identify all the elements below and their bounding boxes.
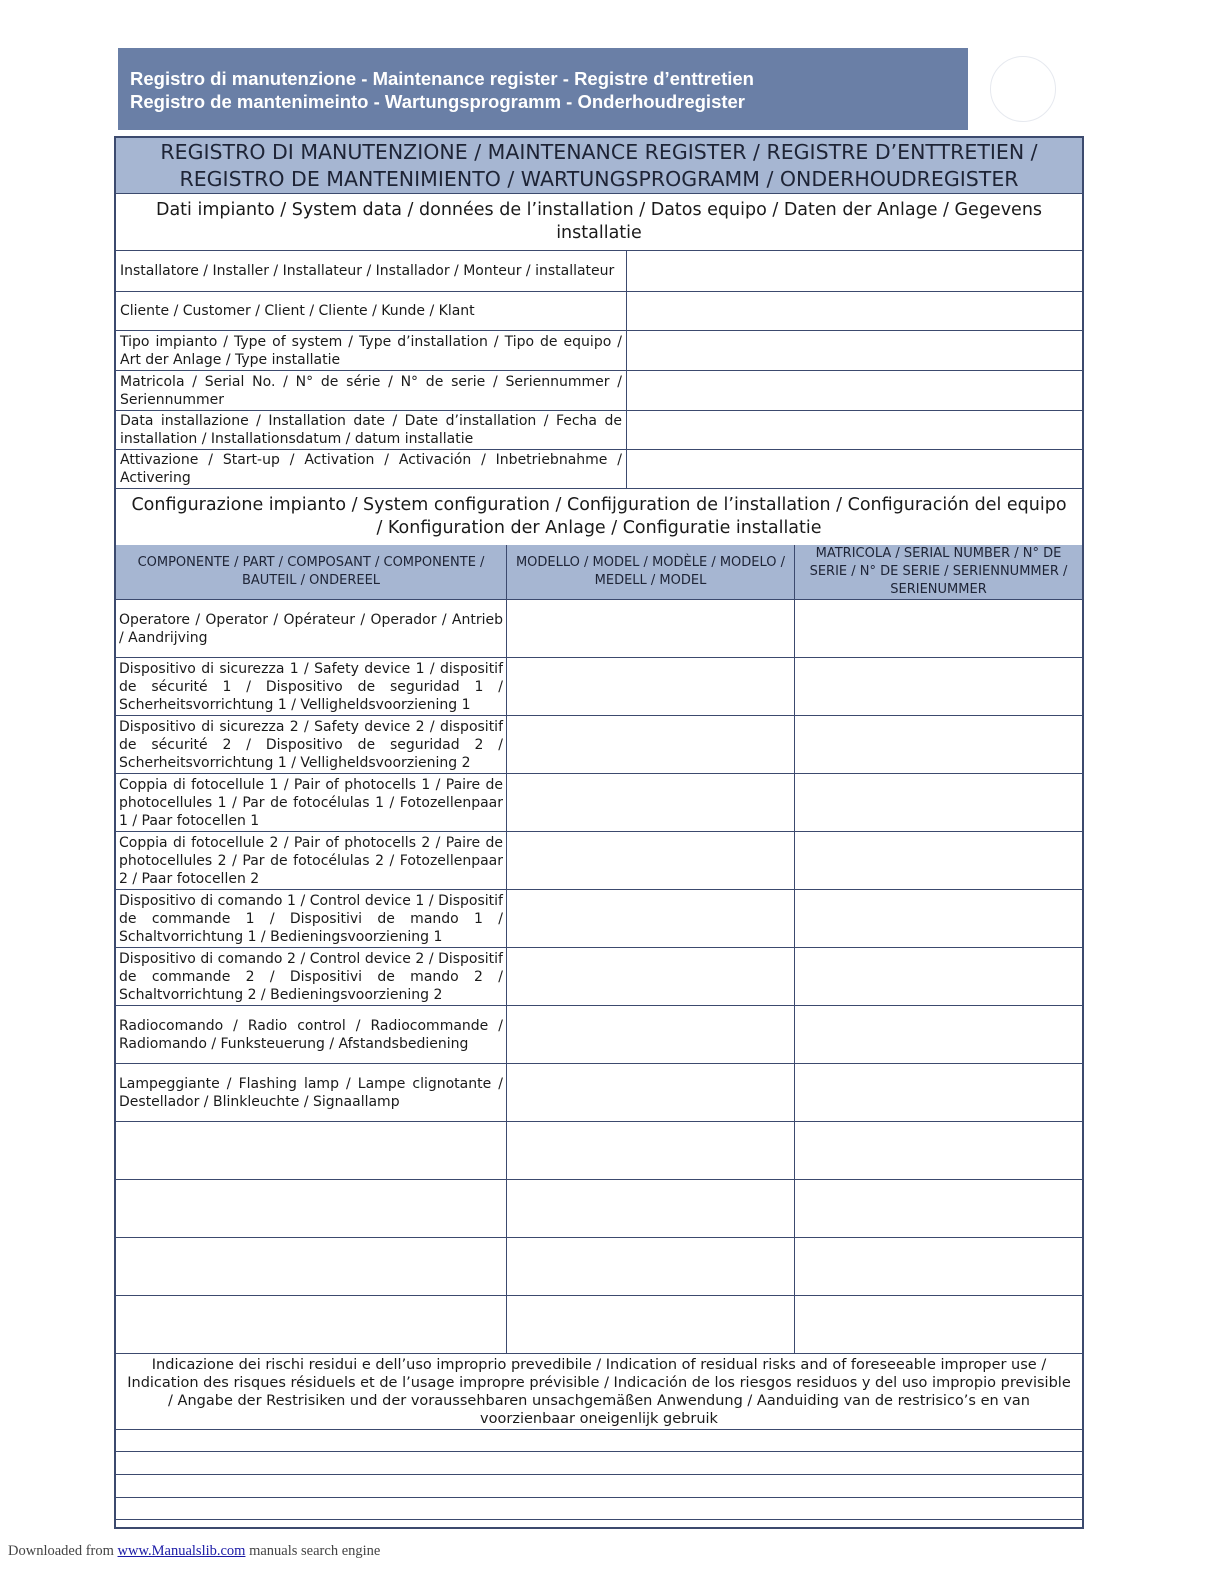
risk-notes-line[interactable] <box>116 1452 1082 1475</box>
column-header-model: MODELLO / MODEL / MODÈLE / MODELO / MEDELL / MODEL <box>507 545 795 599</box>
table-row <box>116 948 1082 1006</box>
system-data-row <box>116 411 1082 450</box>
serial-field[interactable] <box>795 1296 1082 1353</box>
component-label: Coppia di fotocellule 1 / Pair of photocells 1 / Paire de photocellules 1 / Par de fotocélulas 1 / Fotozellenpaar 1 / Paar fotocellen 1 <box>116 774 507 831</box>
system-data-row <box>116 450 1082 489</box>
component-field[interactable] <box>116 1180 507 1237</box>
system-data-label: Tipo impianto / Type of system / Type d’installation / Tipo de equipo / Art der Anlage / Type installatie <box>116 331 627 370</box>
model-field[interactable] <box>507 890 795 947</box>
table-row <box>116 774 1082 832</box>
component-label: Radiocomando / Radio control / Radiocommande / Radiomando / Funksteuerung / Afstandsbediening <box>116 1006 507 1063</box>
serial-field[interactable] <box>795 600 1082 657</box>
serial-field[interactable] <box>795 1122 1082 1179</box>
component-field[interactable] <box>116 1238 507 1295</box>
banner-line-2: Registro de mantenimeinto - Wartungsprogramm - Onderhoudregister <box>130 91 746 112</box>
system-data-value-field[interactable] <box>627 371 1082 410</box>
footer-suffix: manuals search engine <box>249 1543 381 1559</box>
register-title-text: REGISTRO DI MANUTENZIONE / MAINTENANCE REGISTER / REGISTRE D’ENTTRETIEN / REGISTRO DE MANTENIMIENTO / WARTUNGSPROGRAMM / ONDERHOUDREGISTER <box>160 139 1038 191</box>
model-field[interactable] <box>507 1122 795 1179</box>
logo-placeholder <box>990 56 1056 122</box>
model-field[interactable] <box>507 832 795 889</box>
table-row <box>116 1122 1082 1180</box>
table-row <box>116 658 1082 716</box>
serial-field[interactable] <box>795 1180 1082 1237</box>
component-label: Operatore / Operator / Opérateur / Operador / Antrieb / Aandrijving <box>116 600 507 657</box>
system-data-label: Installatore / Installer / Installateur / Installador / Monteur / installateur <box>116 251 627 291</box>
component-label: Dispositivo di comando 1 / Control device 1 / Dispositif de commande 1 / Dispositivi de mando 1 / Schaltvorrichtung 1 / Bedieningsvoorziening 1 <box>116 890 507 947</box>
system-data-row <box>116 331 1082 371</box>
component-label: Lampeggiante / Flashing lamp / Lampe clignotante / Destellador / Blinkleuchte / Signaallamp <box>116 1064 507 1121</box>
model-field[interactable] <box>507 1296 795 1353</box>
serial-field[interactable] <box>795 832 1082 889</box>
table-row <box>116 1006 1082 1064</box>
model-field[interactable] <box>507 1064 795 1121</box>
system-data-heading-text: Dati impianto / System data / données de l’installation / Datos equipo / Daten der Anlage / Gegevens installatie <box>155 200 1043 243</box>
table-row <box>116 600 1082 658</box>
component-label: Dispositivo di sicurezza 1 / Safety device 1 / dispositif de sécurité 1 / Dispositivo de seguridad 1 / Scherheitsvorrichtung 1 / Velligheldsvoorziening 1 <box>116 658 507 715</box>
residual-risks-heading <box>116 1354 1082 1430</box>
serial-field[interactable] <box>795 658 1082 715</box>
risk-notes-line[interactable] <box>116 1498 1082 1520</box>
system-data-label: Matricola / Serial No. / N° de série / N° de serie / Seriennummer / Seriennummer <box>116 371 627 410</box>
risk-notes-line[interactable] <box>116 1475 1082 1498</box>
system-data-row <box>116 371 1082 411</box>
serial-field[interactable] <box>795 1006 1082 1063</box>
component-label: Dispositivo di sicurezza 2 / Safety device 2 / dispositif de sécurité 2 / Dispositivo de seguridad 2 / Scherheitsvorrichtung 1 / Velligheldsvoorziening 2 <box>116 716 507 773</box>
system-data-value-field[interactable] <box>627 331 1082 370</box>
model-field[interactable] <box>507 948 795 1005</box>
component-field[interactable] <box>116 1122 507 1179</box>
table-row <box>116 1296 1082 1354</box>
component-label: Coppia di fotocellule 2 / Pair of photocells 2 / Paire de photocellules 2 / Par de fotocélulas 2 / Fotozellenpaar 2 / Paar fotocellen 2 <box>116 832 507 889</box>
configuration-heading <box>116 489 1082 545</box>
table-row <box>116 716 1082 774</box>
model-field[interactable] <box>507 774 795 831</box>
system-data-label: Data installazione / Installation date / Date d’installation / Fecha de installation / Installationsdatum / datum installatie <box>116 411 627 449</box>
table-row <box>116 890 1082 948</box>
table-row <box>116 1180 1082 1238</box>
table-row <box>116 832 1082 890</box>
serial-field[interactable] <box>795 1064 1082 1121</box>
system-data-value-field[interactable] <box>627 292 1082 330</box>
configuration-heading-text: Configurazione impianto / System configuration / Confijguration de l’installation / Configuración del equipo / Konfiguration der Anlage / Configuratie installatie <box>131 495 1067 538</box>
column-header-component: COMPONENTE / PART / COMPOSANT / COMPONENTE / BAUTEIL / ONDEREEL <box>116 545 507 599</box>
system-data-value-field[interactable] <box>627 411 1082 449</box>
serial-field[interactable] <box>795 948 1082 1005</box>
table-row <box>116 1238 1082 1296</box>
serial-field[interactable] <box>795 890 1082 947</box>
serial-field[interactable] <box>795 716 1082 773</box>
serial-field[interactable] <box>795 1238 1082 1295</box>
serial-field[interactable] <box>795 774 1082 831</box>
manualslib-link[interactable]: www.Manualslib.com <box>117 1543 246 1559</box>
system-data-row <box>116 251 1082 292</box>
system-data-row <box>116 292 1082 331</box>
system-data-label: Attivazione / Start-up / Activation / Activación / Inbetriebnahme / Activering <box>116 450 627 488</box>
component-label: Dispositivo di comando 2 / Control device 2 / Dispositif de commande 2 / Dispositivi de mando 2 / Schaltvorrichtung 2 / Bedieningsvoorziening 2 <box>116 948 507 1005</box>
download-footer <box>8 1543 380 1560</box>
risk-notes-line[interactable] <box>116 1430 1082 1452</box>
footer-prefix: Downloaded from <box>8 1543 114 1559</box>
model-field[interactable] <box>507 1180 795 1237</box>
model-field[interactable] <box>507 1238 795 1295</box>
system-data-heading <box>116 194 1082 251</box>
model-field[interactable] <box>507 600 795 657</box>
system-data-value-field[interactable] <box>627 450 1082 488</box>
residual-risks-heading-text: Indicazione dei rischi residui e dell’uso improprio prevedibile / Indication of residual risks and of foreseeable improper use / Indication des risques résiduels et de l’usage impropre prévisible / Indicación de los riesgos residuos y del uso impropio previsible / Angabe der Restrisiken und der voraussehbaren unsachgemäßen Anwendung / Aanduiding van de restrisico’s en van voorzienbaar oneigenlijk gebruik <box>127 1356 1071 1427</box>
banner-line-1: Registro di manutenzione - Maintenance register - Registre d’enttretien <box>130 68 754 89</box>
table-row <box>116 1064 1082 1122</box>
model-field[interactable] <box>507 658 795 715</box>
system-data-label: Cliente / Customer / Client / Cliente / Kunde / Klant <box>116 292 627 330</box>
model-field[interactable] <box>507 1006 795 1063</box>
component-field[interactable] <box>116 1296 507 1353</box>
component-table-header <box>116 545 1082 600</box>
column-header-serial: MATRICOLA / SERIAL NUMBER / N° DE SERIE / N° DE SERIE / SERIENNUMMER / SERIENUMMER <box>809 546 1068 597</box>
header-banner <box>118 48 968 130</box>
model-field[interactable] <box>507 716 795 773</box>
register-title <box>116 138 1082 194</box>
system-data-value-field[interactable] <box>627 251 1082 291</box>
